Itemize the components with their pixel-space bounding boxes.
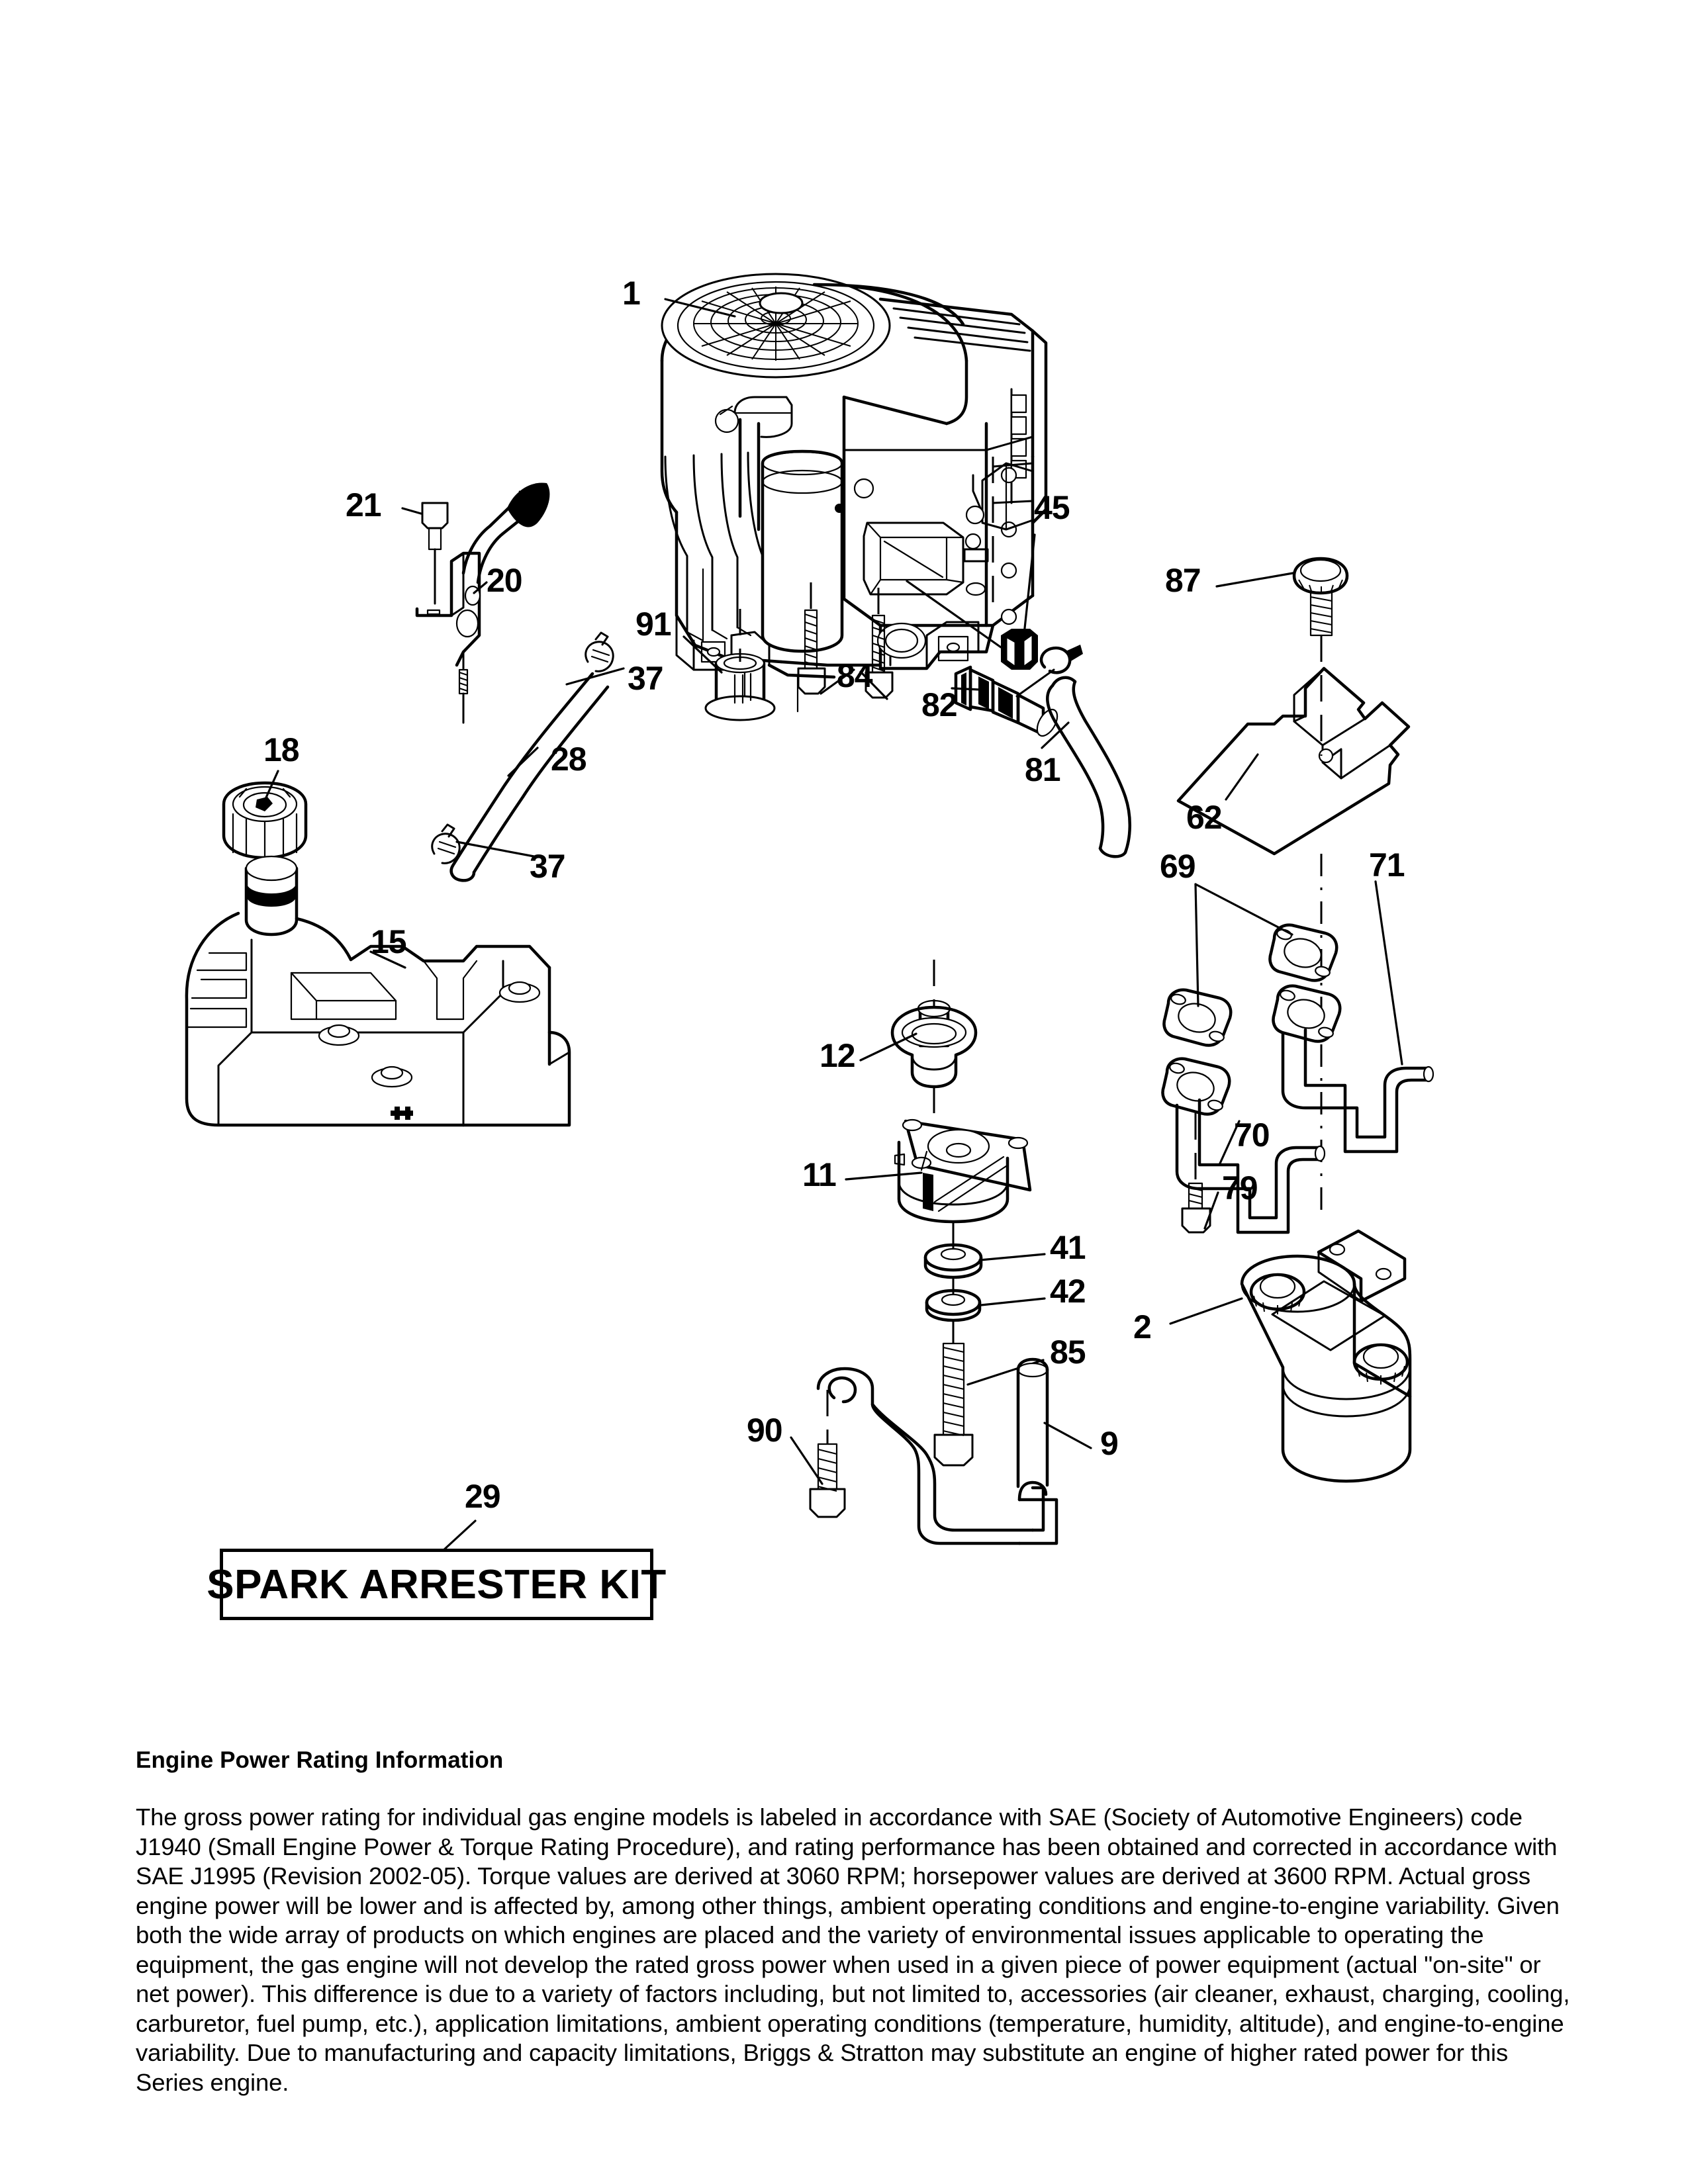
callout-11: 11 [802, 1156, 836, 1193]
fuel-cap-art [224, 783, 306, 858]
engine-assembly-art [662, 274, 1046, 711]
muffler-art [1242, 1231, 1410, 1481]
leader-69-b [1196, 884, 1292, 934]
callout-91: 91 [635, 606, 671, 643]
callout-87: 87 [1165, 562, 1201, 599]
callout-21: 21 [346, 486, 381, 523]
callout-20: 20 [487, 562, 522, 599]
callout-62: 62 [1186, 799, 1222, 836]
power-rating-body: The gross power rating for individual gas engine models is labeled in accordance with SAE (Society of Automotive Engineers) code J1940 (Small Engine Power & Torque Rating Procedure), and rating performance has been obtained and corrected in accordance with SAE J1995 (Revision 2002-05). Torque values are derived at 3060 RPM; horsepower values are derived at 3600 RPM. Actual gross engine power will be lower and is affected by, among other things, ambient operating conditions and engine-to-engine variability. Given both the wide array of products on which engines are placed and the variety of environmental issues applicable to operating the equipment, the gas engine will not develop the rated gross power when used in a given piece of power equipment (actual "on-site" or net power). This difference is due to a variety of factors including, but not limited to, accessories (air cleaner, exhaust, charging, cooling, carburetor, fuel pump, etc.), application limitations, ambient operating conditions (temperature, humidity, altitude), and engine-to-engine variability. Due to manufacturing and capacity limitations, Briggs & Stratton may substitute an engine of higher rated power for this Series engine. [136, 1803, 1570, 2096]
oil-drain-valve-art [956, 645, 1083, 739]
callout-37-lower: 37 [530, 848, 565, 885]
callout-84: 84 [837, 657, 872, 694]
callout-37-upper: 37 [628, 660, 663, 697]
leader-71 [1376, 882, 1402, 1064]
callout-12: 12 [820, 1037, 855, 1074]
leader-28 [508, 748, 538, 776]
leader-21 [402, 508, 421, 514]
callout-71: 71 [1369, 846, 1405, 884]
leader-20 [474, 582, 487, 593]
leader-45 [1023, 535, 1035, 641]
leader-1 [665, 299, 735, 316]
callout-79: 79 [1222, 1169, 1258, 1206]
pulley-adapter-art [895, 1120, 1030, 1248]
callout-82: 82 [921, 686, 957, 723]
callout-81: 81 [1025, 751, 1060, 788]
leader-37-upper [567, 668, 624, 684]
leader-45-b [907, 581, 1001, 647]
callout-42: 42 [1050, 1273, 1086, 1310]
leader-79 [1205, 1193, 1218, 1228]
leader-29 [442, 1521, 475, 1551]
callout-45: 45 [1034, 489, 1070, 526]
leader-41 [980, 1254, 1045, 1260]
heat-shield-art [1178, 559, 1409, 1211]
callout-15: 15 [371, 923, 406, 960]
leader-87 [1217, 573, 1293, 586]
callout-1: 1 [622, 275, 640, 312]
leader-62 [1226, 754, 1258, 799]
callout-28: 28 [551, 741, 586, 778]
bushing-art [706, 609, 774, 720]
power-rating-heading: Engine Power Rating Information [136, 1747, 504, 1773]
bolt-79-art [1182, 1113, 1210, 1232]
exhaust-pipe-71-art [1283, 1030, 1433, 1152]
muffler-bracket-art [818, 1359, 1056, 1543]
engine-power-rating-section [136, 1747, 1575, 2097]
callout-70: 70 [1234, 1116, 1270, 1154]
leader-85 [968, 1360, 1043, 1385]
callout-29: 29 [465, 1478, 500, 1515]
leader-2 [1170, 1298, 1242, 1324]
leader-37-lower [457, 842, 538, 857]
leader-9 [1045, 1423, 1091, 1448]
leader-69-a [1196, 884, 1198, 1006]
leader-91 [684, 637, 722, 672]
callout-69: 69 [1160, 848, 1196, 885]
callout-18: 18 [263, 731, 299, 768]
fuel-tank-art [187, 856, 569, 1125]
leader-11 [846, 1173, 921, 1179]
nut-45-art [1001, 629, 1038, 670]
long-bolt-85-art [935, 1343, 972, 1465]
bolt-90-art [810, 1390, 845, 1517]
leader-12 [861, 1034, 916, 1060]
callout-85: 85 [1050, 1334, 1086, 1371]
callout-41: 41 [1050, 1229, 1086, 1266]
exhaust-gaskets-art [1163, 925, 1340, 1115]
leader-90 [791, 1437, 822, 1484]
leader-81 [1042, 723, 1068, 748]
spark-arrester-kit-label: SPARK ARRESTER KIT [207, 1561, 667, 1608]
spark-arrester-kit-box [207, 1549, 667, 1620]
washers-art [925, 1245, 981, 1343]
callout-90: 90 [747, 1412, 782, 1449]
pulley-art [892, 960, 976, 1120]
leader-42 [981, 1298, 1045, 1305]
callout-2: 2 [1133, 1308, 1151, 1345]
callout-9: 9 [1100, 1425, 1118, 1462]
throttle-control-art [417, 482, 549, 723]
leader-18 [266, 771, 278, 797]
